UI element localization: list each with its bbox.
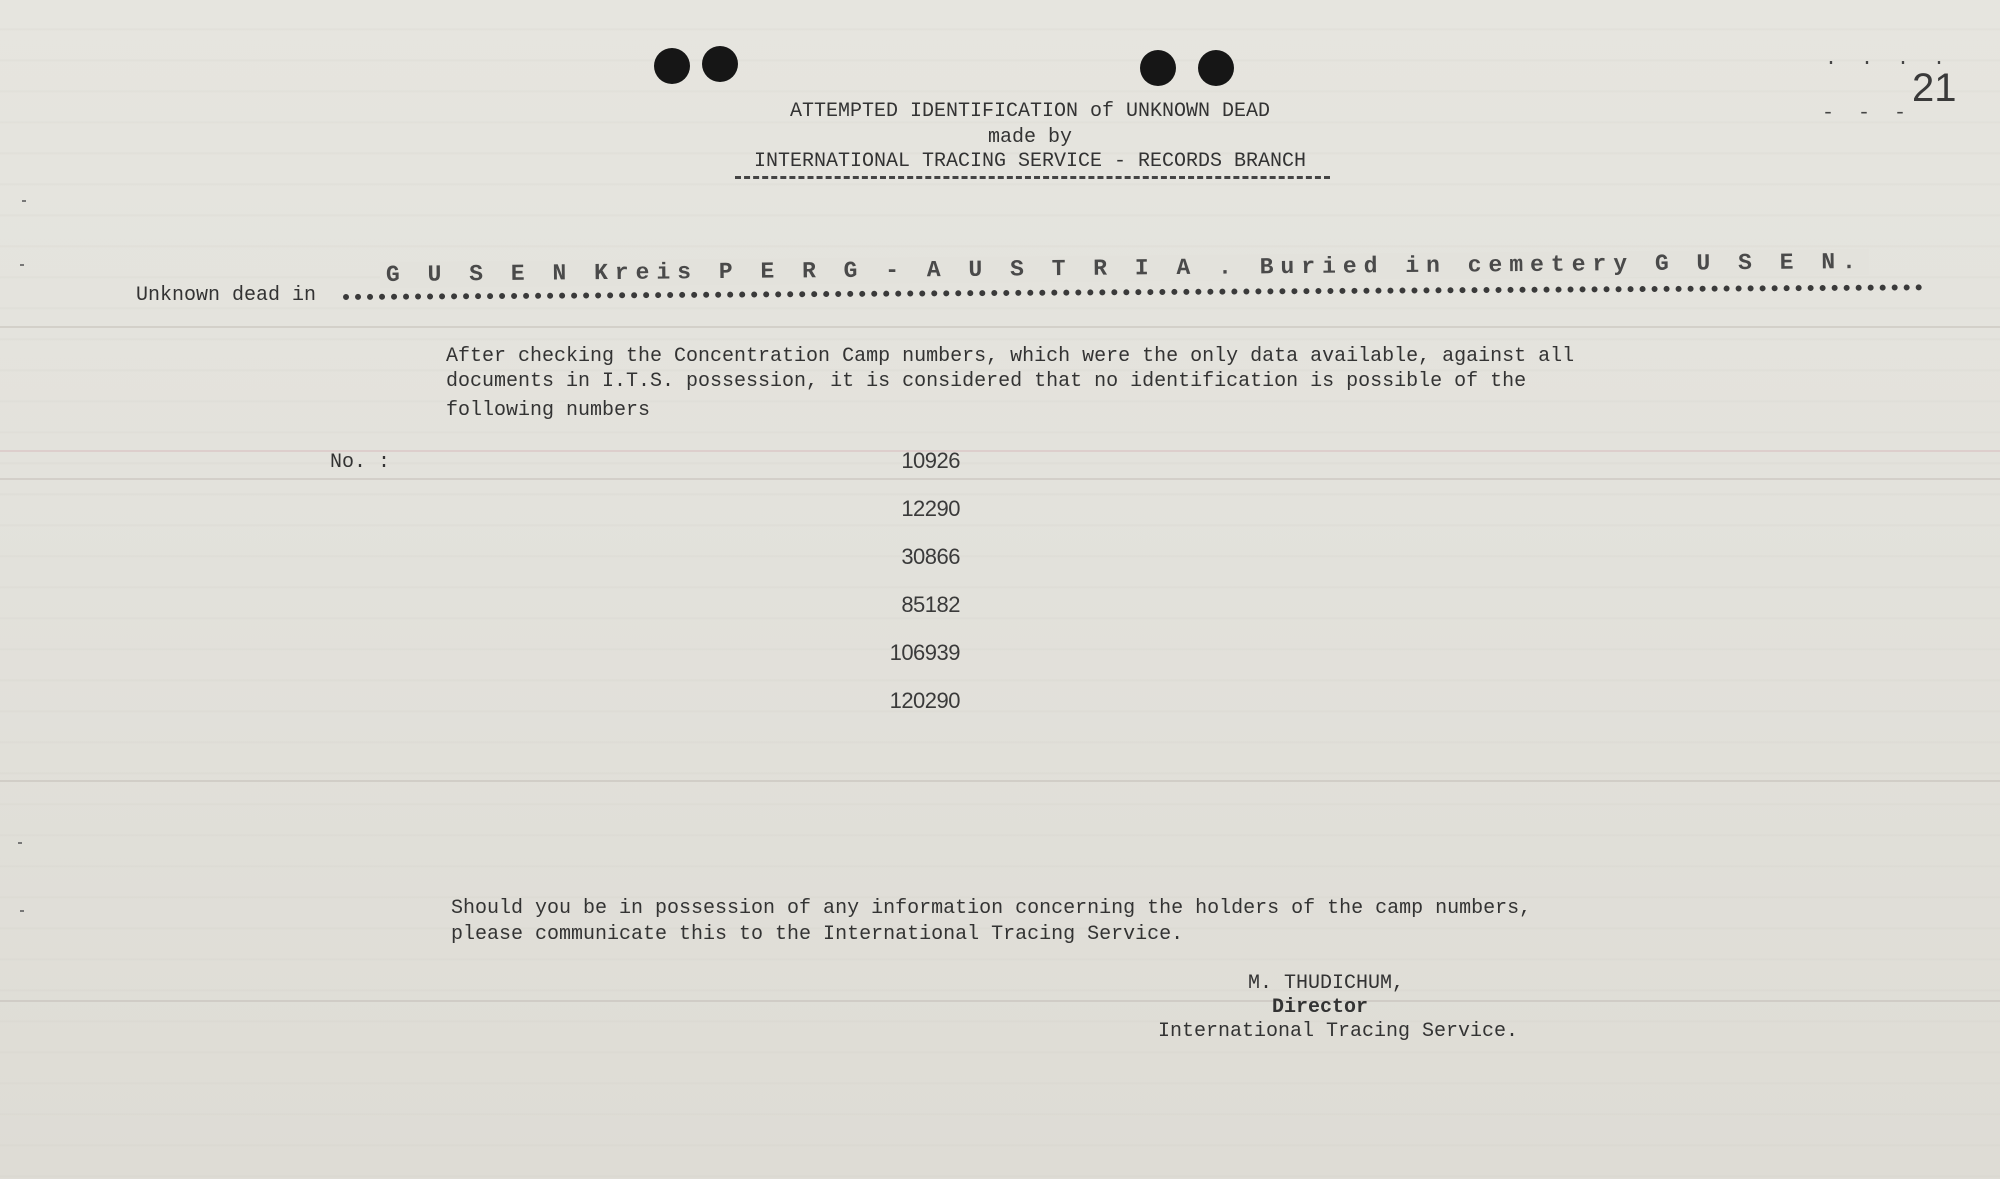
ruling-line: [0, 780, 2000, 782]
punch-hole: [702, 46, 738, 82]
camp-number: 120290: [889, 688, 960, 713]
camp-number: 10926: [901, 448, 960, 473]
location-value: G U S E N Kreis P E R G - A U S T R I A . Buried in cemetery G U S E N.: [380, 249, 1869, 288]
signature-title: Director: [1272, 996, 1369, 1019]
header-title: ATTEMPTED IDENTIFICATION of UNKNOWN DEAD: [789, 100, 1271, 123]
ruling-line: [0, 450, 2000, 452]
intro-line-3: following numbers: [446, 399, 651, 422]
camp-number: 30866: [901, 544, 960, 569]
camp-number: 106939: [889, 640, 960, 665]
intro-line-1: After checking the Concentration Camp numbers, which were the only data available, against all: [446, 345, 1575, 368]
margin-speck: [18, 842, 22, 844]
camp-numbers-list: [820, 448, 960, 736]
camp-number: 12290: [901, 496, 960, 521]
header-subtitle: made by: [987, 126, 1072, 149]
punch-hole: [1140, 50, 1176, 86]
location-label: Unknown dead in: [136, 284, 317, 307]
punch-hole: [654, 48, 690, 84]
page-number: 21: [1912, 66, 1957, 110]
header-organization: INTERNATIONAL TRACING SERVICE - RECORDS BRANCH: [753, 150, 1307, 173]
margin-speck: [20, 264, 24, 266]
margin-speck: [20, 910, 24, 912]
header-underline: [735, 176, 1330, 179]
punch-hole: [1198, 50, 1234, 86]
closing-paragraph: [451, 896, 1531, 948]
corner-dots: . . . .: [1825, 48, 1952, 71]
closing-line-2: please communicate this to the International Tracing Service.: [451, 923, 1184, 946]
signature-name: M. THUDICHUM,: [1248, 972, 1405, 995]
numbers-label: No. :: [330, 451, 391, 474]
camp-number: 85182: [901, 592, 960, 617]
ruling-line: [0, 1000, 2000, 1002]
corner-dashes: - - -: [1822, 102, 1913, 125]
margin-speck: [22, 200, 26, 202]
closing-line-1: Should you be in possession of any information concerning the holders of the camp numbers,: [451, 897, 1532, 920]
ruling-line: [0, 478, 2000, 480]
signature-organization: International Tracing Service.: [1158, 1020, 1519, 1043]
ruling-line: [0, 326, 2000, 328]
intro-line-2: documents in I.T.S. possession, it is considered that no identification is possible of the: [446, 370, 1527, 393]
